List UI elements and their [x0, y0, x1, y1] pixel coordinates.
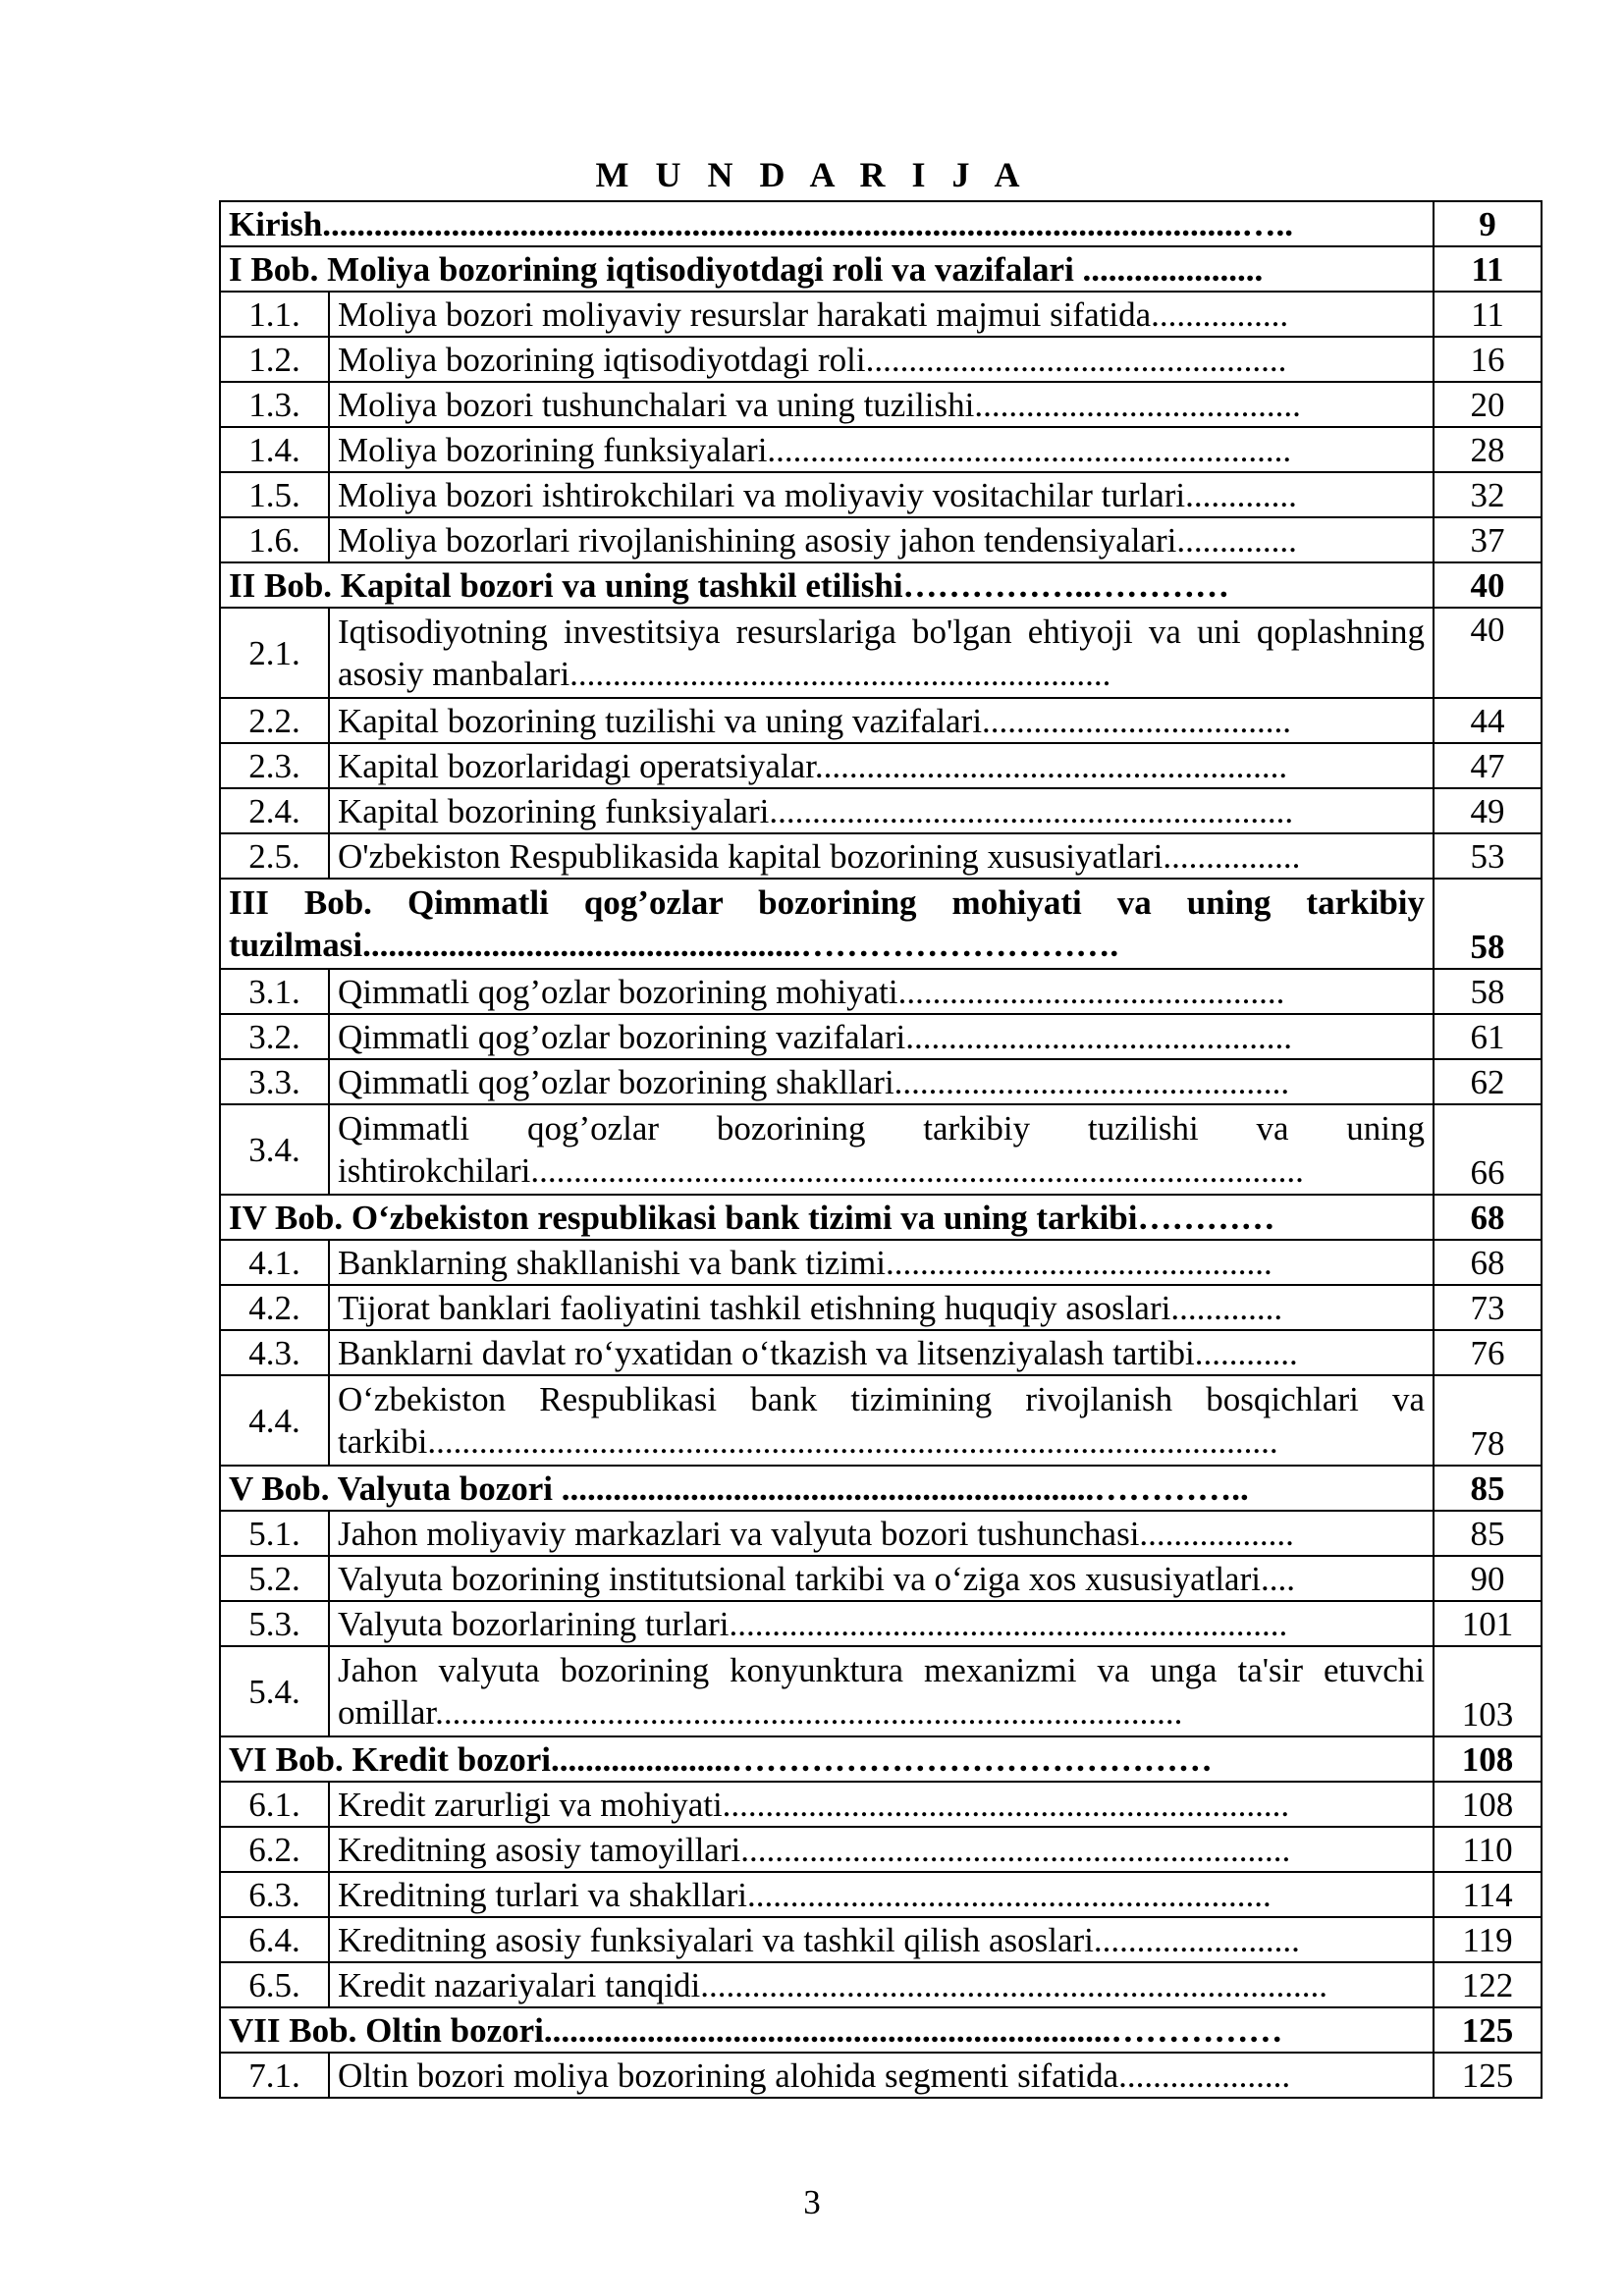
section-title: Kapital bozorining tuzilishi va uning vazifalari....................................	[329, 698, 1434, 743]
page-ref: 114	[1434, 1872, 1542, 1917]
toc-section-row	[220, 427, 1542, 472]
toc-section-row	[220, 1601, 1542, 1646]
toc-section-row	[220, 1782, 1542, 1827]
page-number: 3	[803, 2183, 821, 2221]
section-number: 6.5.	[220, 1962, 329, 2007]
section-title: Kreditning asosiy tamoyillari................................................................	[329, 1827, 1434, 1872]
toc-chapter-row	[220, 879, 1542, 969]
chapter-title: III Bob. Qimmatli qog’ozlar bozorining mohiyati va uning tarkibiy tuzilmasi...................................................……………………….	[220, 879, 1434, 969]
section-title: Kredit zarurligi va mohiyati..................................................................	[329, 1782, 1434, 1827]
page-ref: 108	[1434, 1782, 1542, 1827]
page-ref: 125	[1434, 2007, 1542, 2053]
toc-section-row	[220, 1556, 1542, 1601]
section-number: 1.1.	[220, 292, 329, 337]
section-title: Kapital bozorining funksiyalari.............................................................	[329, 788, 1434, 833]
toc-chapter-row	[220, 1466, 1542, 1511]
page-ref: 122	[1434, 1962, 1542, 2007]
page-ref: 28	[1434, 427, 1542, 472]
toc-section-row	[220, 743, 1542, 788]
section-title: Moliya bozorlari rivojlanishining asosiy jahon tendensiyalari..............	[329, 517, 1434, 562]
section-title: Jahon moliyaviy markazlari va valyuta bozori tushunchasi..................	[329, 1511, 1434, 1556]
toc-chapter-row	[220, 562, 1542, 608]
page-ref: 68	[1434, 1240, 1542, 1285]
section-number: 2.5.	[220, 833, 329, 879]
section-title: Valyuta bozorlarining turlari.................................................................	[329, 1601, 1434, 1646]
page-ref: 44	[1434, 698, 1542, 743]
toc-chapter-row	[220, 2007, 1542, 2053]
section-number: 2.2.	[220, 698, 329, 743]
toc-section-row	[220, 1285, 1542, 1330]
toc-section-row	[220, 1917, 1542, 1962]
section-title: Oltin bozori moliya bozorining alohida segmenti sifatida....................	[329, 2053, 1434, 2098]
toc-section-row	[220, 698, 1542, 743]
section-title: Kapital bozorlaridagi operatsiyalar.......................................................	[329, 743, 1434, 788]
toc-section-row	[220, 788, 1542, 833]
toc-section-row	[220, 1240, 1542, 1285]
page-ref: 58	[1434, 879, 1542, 969]
section-title: Banklarni davlat ro‘yxatidan o‘tkazish va litsenziyalash tartibi............	[329, 1330, 1434, 1375]
section-title: Moliya bozori moliyaviy resurslar harakati majmui sifatida................	[329, 292, 1434, 337]
section-number: 6.2.	[220, 1827, 329, 1872]
section-number: 2.3.	[220, 743, 329, 788]
toc-section-row	[220, 833, 1542, 879]
toc-section-row	[220, 969, 1542, 1014]
section-title: Moliya bozorining funksiyalari.............................................................	[329, 427, 1434, 472]
page-ref: 90	[1434, 1556, 1542, 1601]
section-title: Qimmatli qog’ozlar bozorining tarkibiy tuzilishi va uning ishtirokchilari..........................................................................................	[329, 1104, 1434, 1195]
page-ref: 20	[1434, 382, 1542, 427]
section-title: O‘zbekiston Respublikasi bank tizimining rivojlanish bosqichlari va tarkibi...................................................................................................	[329, 1375, 1434, 1466]
toc-section-row	[220, 292, 1542, 337]
section-number: 4.1.	[220, 1240, 329, 1285]
page-ref: 53	[1434, 833, 1542, 879]
section-title: Kreditning turlari va shakllari.............................................................	[329, 1872, 1434, 1917]
chapter-title: VI Bob. Kredit bozori.....................……………………………………	[220, 1736, 1434, 1782]
page-ref: 108	[1434, 1736, 1542, 1782]
section-title: Kreditning asosiy funksiyalari va tashkil qilish asoslari........................	[329, 1917, 1434, 1962]
toc-section-row	[220, 1014, 1542, 1059]
page-ref: 40	[1434, 608, 1542, 698]
toc-chapter-row	[220, 1736, 1542, 1782]
page-ref: 85	[1434, 1511, 1542, 1556]
section-title: Jahon valyuta bozorining konyunktura mexanizmi va unga ta'sir etuvchi omillar.......................................................................................	[329, 1646, 1434, 1736]
page-ref: 9	[1434, 201, 1542, 246]
toc-section-row	[220, 1511, 1542, 1556]
section-title: Tijorat banklari faoliyatini tashkil etishning huquqiy asoslari.............	[329, 1285, 1434, 1330]
page-ref: 66	[1434, 1104, 1542, 1195]
toc-chapter-row	[220, 201, 1542, 246]
page-ref: 68	[1434, 1195, 1542, 1240]
section-title: Moliya bozorining iqtisodiyotdagi roli.................................................	[329, 337, 1434, 382]
section-number: 1.4.	[220, 427, 329, 472]
page-ref: 49	[1434, 788, 1542, 833]
section-number: 4.4.	[220, 1375, 329, 1466]
page-ref: 32	[1434, 472, 1542, 517]
page-ref: 61	[1434, 1014, 1542, 1059]
section-title: Qimmatli qog’ozlar bozorining mohiyati.............................................	[329, 969, 1434, 1014]
section-title: Kredit nazariyalari tanqidi.........................................................................	[329, 1962, 1434, 2007]
section-title: Valyuta bozorining institutsional tarkibi va o‘ziga xos xususiyatlari....	[329, 1556, 1434, 1601]
page-ref: 11	[1434, 246, 1542, 292]
section-number: 5.3.	[220, 1601, 329, 1646]
page-ref: 76	[1434, 1330, 1542, 1375]
toc-chapter-row	[220, 1195, 1542, 1240]
section-number: 1.2.	[220, 337, 329, 382]
section-number: 6.1.	[220, 1782, 329, 1827]
page-ref: 110	[1434, 1827, 1542, 1872]
section-title: O'zbekiston Respublikasida kapital bozorining xususiyatlari................	[329, 833, 1434, 879]
table-of-contents	[219, 200, 1543, 2099]
section-title: Moliya bozori tushunchalari va uning tuzilishi......................................	[329, 382, 1434, 427]
toc-section-row	[220, 1646, 1542, 1736]
chapter-title: V Bob. Valyuta bozori ..............................................................…………..	[220, 1466, 1434, 1511]
toc-section-row	[220, 1104, 1542, 1195]
chapter-title: I Bob. Moliya bozorining iqtisodiyotdagi roli va vazifalari .....................	[220, 246, 1434, 292]
toc-section-row	[220, 1059, 1542, 1104]
page-ref: 40	[1434, 562, 1542, 608]
section-number: 1.6.	[220, 517, 329, 562]
section-number: 1.5.	[220, 472, 329, 517]
toc-section-row	[220, 517, 1542, 562]
toc-section-row	[220, 1872, 1542, 1917]
section-number: 5.1.	[220, 1511, 329, 1556]
section-title: Moliya bozori ishtirokchilari va moliyaviy vositachilar turlari.............	[329, 472, 1434, 517]
toc-section-row	[220, 608, 1542, 698]
chapter-title: Kirish...........................................................................................................…..	[220, 201, 1434, 246]
toc-section-row	[220, 1962, 1542, 2007]
toc-section-row	[220, 1375, 1542, 1466]
page-ref: 85	[1434, 1466, 1542, 1511]
section-number: 3.4.	[220, 1104, 329, 1195]
section-number: 5.2.	[220, 1556, 329, 1601]
page-ref: 73	[1434, 1285, 1542, 1330]
page-ref: 125	[1434, 2053, 1542, 2098]
section-number: 1.3.	[220, 382, 329, 427]
page-ref: 58	[1434, 969, 1542, 1014]
section-number: 7.1.	[220, 2053, 329, 2098]
chapter-title: II Bob. Kapital bozori va uning tashkil etilishi……………..…………	[220, 562, 1434, 608]
section-title: Banklarning shakllanishi va bank tizimi.............................................	[329, 1240, 1434, 1285]
section-number: 3.1.	[220, 969, 329, 1014]
page-ref: 78	[1434, 1375, 1542, 1466]
toc-section-row	[220, 1827, 1542, 1872]
section-number: 6.4.	[220, 1917, 329, 1962]
page-ref: 101	[1434, 1601, 1542, 1646]
section-title: Qimmatli qog’ozlar bozorining vazifalari.............................................	[329, 1014, 1434, 1059]
toc-section-row	[220, 382, 1542, 427]
section-number: 2.4.	[220, 788, 329, 833]
page-ref: 47	[1434, 743, 1542, 788]
section-title: Iqtisodiyotning investitsiya resurslariga bo'lgan ehtiyoji va uni qoplashning asosiy manbalari...............................................................	[329, 608, 1434, 698]
toc-section-row	[220, 337, 1542, 382]
section-number: 4.2.	[220, 1285, 329, 1330]
section-number: 3.3.	[220, 1059, 329, 1104]
section-title: Qimmatli qog’ozlar bozorining shakllari..............................................	[329, 1059, 1434, 1104]
page-ref: 62	[1434, 1059, 1542, 1104]
toc-section-row	[220, 1330, 1542, 1375]
section-number: 6.3.	[220, 1872, 329, 1917]
toc-chapter-row	[220, 246, 1542, 292]
page-ref: 16	[1434, 337, 1542, 382]
chapter-title: VII Bob. Oltin bozori..................................................................……………	[220, 2007, 1434, 2053]
chapter-title: IV Bob. O‘zbekiston respublikasi bank tizimi va uning tarkibi…………	[220, 1195, 1434, 1240]
page-ref: 11	[1434, 292, 1542, 337]
page-ref: 37	[1434, 517, 1542, 562]
section-number: 4.3.	[220, 1330, 329, 1375]
toc-section-row	[220, 2053, 1542, 2098]
section-number: 2.1.	[220, 608, 329, 698]
page-title: M U N D A R I J A	[595, 155, 1029, 194]
page-ref: 119	[1434, 1917, 1542, 1962]
toc-section-row	[220, 472, 1542, 517]
page-ref: 103	[1434, 1646, 1542, 1736]
section-number: 5.4.	[220, 1646, 329, 1736]
section-number: 3.2.	[220, 1014, 329, 1059]
